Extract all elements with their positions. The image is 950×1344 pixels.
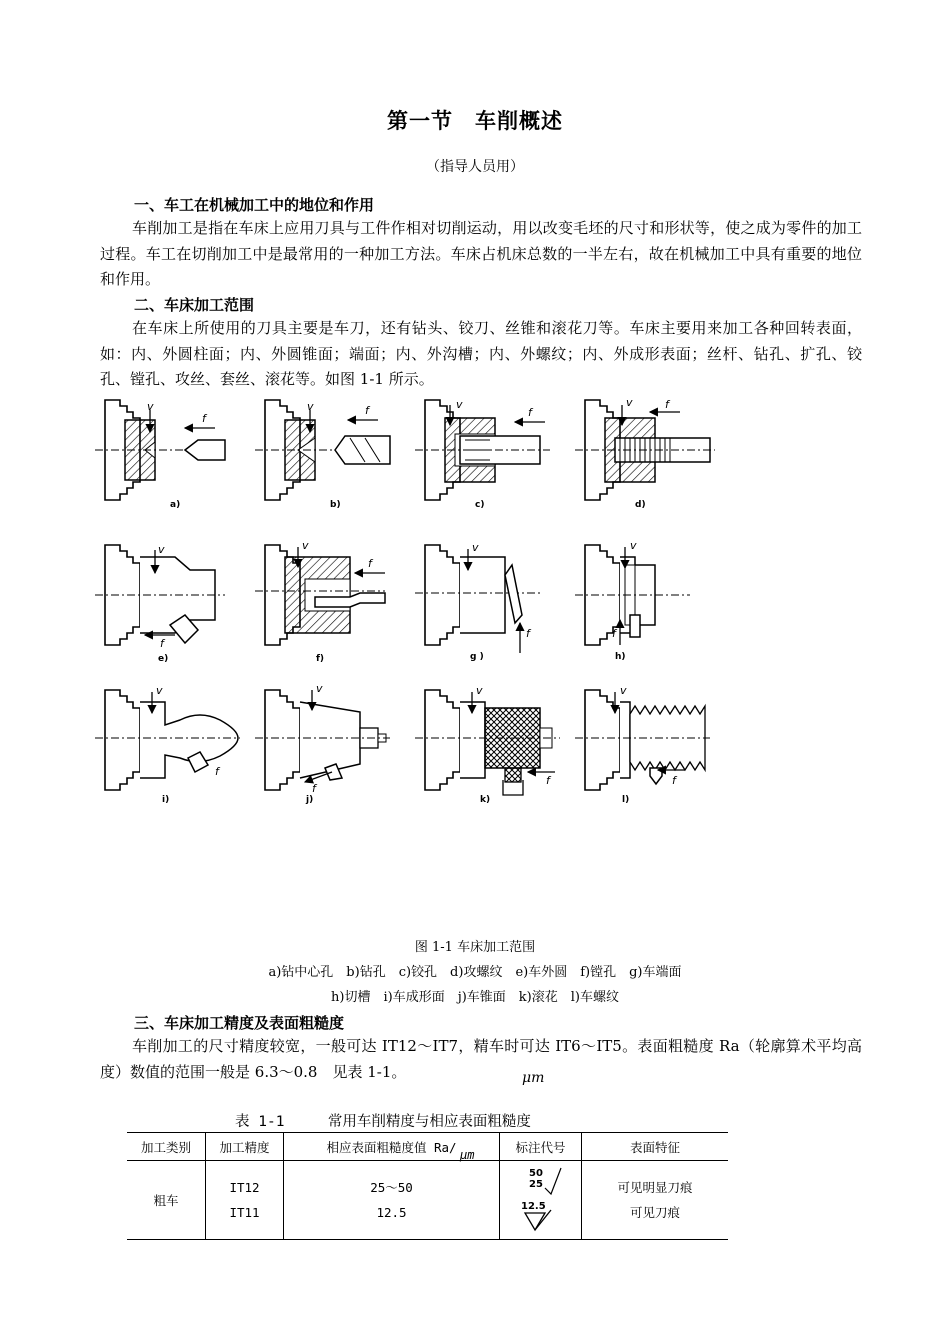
panel-label-g: g ) xyxy=(470,652,484,662)
lathe-operations-figure xyxy=(90,390,730,830)
panel-label-h: h) xyxy=(615,652,626,662)
panel-label-d: d) xyxy=(635,500,646,510)
svg-text:v: v xyxy=(630,539,637,552)
figure-caption-line-1: a)钻中心孔 b)钻孔 c)铰孔 d)攻螺纹 e)车外圆 f)镗孔 g)车端面 xyxy=(268,965,682,980)
panel-label-f: f) xyxy=(316,654,325,664)
page-subtitle: （指导人员用） xyxy=(426,159,524,175)
panel-label-j: j) xyxy=(306,795,314,805)
panel-label-c: c) xyxy=(475,500,485,510)
svg-text:v: v xyxy=(476,684,483,697)
panel-g xyxy=(415,541,540,662)
svg-text:v: v xyxy=(302,539,309,552)
section-heading-1: 一、车工在机械加工中的地位和作用 xyxy=(134,196,375,214)
cell-precision: IT12 IT11 xyxy=(206,1161,284,1240)
panel-k xyxy=(415,684,560,805)
roughness-table xyxy=(127,1132,728,1240)
section-paragraph-2: 在车床上所使用的刀具主要是车刀，还有钻头、铰刀、丝锥和滚花刀等。车床主要用来加工各种回转表面，如：内、外圆柱面；内、外圆锥面；端面；内、外沟槽；内、外螺纹；内、外成形表面；丝杆、钻孔、扩孔、铰孔、镗孔、攻丝、套丝、滚花等。如图 1-1 所示。 xyxy=(100,319,862,388)
panel-a xyxy=(95,400,225,510)
header-roughness: 相应表面粗糙度值 Ra/ μm xyxy=(284,1133,500,1161)
panel-j xyxy=(255,682,390,805)
panel-label-b: b) xyxy=(330,500,341,510)
table-header-row xyxy=(127,1133,728,1161)
header-category: 加工类别 xyxy=(127,1133,206,1161)
svg-text:f: f xyxy=(546,774,550,787)
svg-text:v: v xyxy=(620,684,627,697)
svg-text:v: v xyxy=(156,684,163,697)
figure-caption-title: 图 1-1 车床加工范围 xyxy=(414,940,536,955)
svg-text:f: f xyxy=(612,627,616,640)
section-heading-2: 二、车床加工范围 xyxy=(134,296,255,314)
panel-d xyxy=(575,396,715,510)
table-row xyxy=(127,1161,728,1240)
cell-roughness: 25～50 12.5 xyxy=(284,1161,500,1240)
panel-label-e: e) xyxy=(158,654,169,664)
svg-text:v: v xyxy=(316,682,323,695)
cell-category: 粗车 xyxy=(127,1161,206,1240)
panel-label-k: k) xyxy=(480,795,491,805)
svg-text:f: f xyxy=(672,774,676,787)
svg-text:v: v xyxy=(158,543,165,556)
section-paragraph-3: 车削加工的尺寸精度较宽，一般可达 IT12～IT7，精车时可达 IT6～IT5。表面粗糙度 Ra（轮廓算术平均高度）数值的范围一般是 6.3～0.8 见表 1-1。 xyxy=(100,1037,862,1081)
svg-text:f: f xyxy=(526,627,530,640)
svg-text:f: f xyxy=(528,406,532,419)
page-title: 第一节 车削概述 xyxy=(387,108,563,133)
panel-i xyxy=(95,684,240,805)
svg-text:50: 50 xyxy=(528,1167,543,1179)
svg-text:12.5: 12.5 xyxy=(520,1200,546,1212)
svg-text:f: f xyxy=(215,765,219,778)
unit-mark: μm xyxy=(522,1070,545,1086)
feed-symbol: f xyxy=(202,412,206,425)
panel-b xyxy=(255,400,390,510)
svg-text:f: f xyxy=(312,782,316,795)
panel-h xyxy=(575,539,690,662)
svg-text:f: f xyxy=(365,404,369,417)
svg-text:f: f xyxy=(368,557,372,570)
svg-text:25: 25 xyxy=(528,1178,543,1190)
svg-text:v: v xyxy=(307,400,314,413)
panel-e xyxy=(95,543,225,664)
svg-text:v: v xyxy=(472,541,479,554)
panel-l xyxy=(575,684,710,805)
svg-text:f: f xyxy=(160,637,164,650)
section-heading-3: 三、车床加工精度及表面粗糙度 xyxy=(134,1014,345,1032)
table-title: 表 1-1 常用车削精度与相应表面粗糙度 xyxy=(235,1114,531,1130)
cell-roughness-symbol xyxy=(500,1161,582,1240)
cell-features: 可见明显刀痕 可见刀痕 xyxy=(582,1161,729,1240)
section-paragraph-1: 车削加工是指在车床上应用刀具与工件作相对切削运动，用以改变毛坯的尺寸和形状等，使之成为零件的加工过程。车工在切削加工中是最常用的一种加工方法。车床占机床总数的一半左右，故在机械加工中具有重要的地位和作用。 xyxy=(100,219,862,288)
panel-f xyxy=(255,539,385,664)
svg-text:f: f xyxy=(665,398,669,411)
panel-c xyxy=(415,398,550,510)
header-features: 表面特征 xyxy=(582,1133,729,1161)
svg-text:v: v xyxy=(626,396,633,409)
speed-symbol: v xyxy=(147,400,154,413)
header-symbol: 标注代号 xyxy=(500,1133,582,1161)
panel-label-a: a) xyxy=(170,500,181,510)
header-precision: 加工精度 xyxy=(206,1133,284,1161)
panel-label-l: l) xyxy=(622,795,630,805)
panel-label-i: i) xyxy=(162,795,170,805)
header-unit: μm xyxy=(460,1148,475,1162)
svg-text:v: v xyxy=(456,398,463,411)
figure-caption-line-2: h)切槽 i)车成形面 j)车锥面 k)滚花 l)车螺纹 xyxy=(331,990,619,1005)
roughness-symbol-icon xyxy=(511,1164,571,1234)
